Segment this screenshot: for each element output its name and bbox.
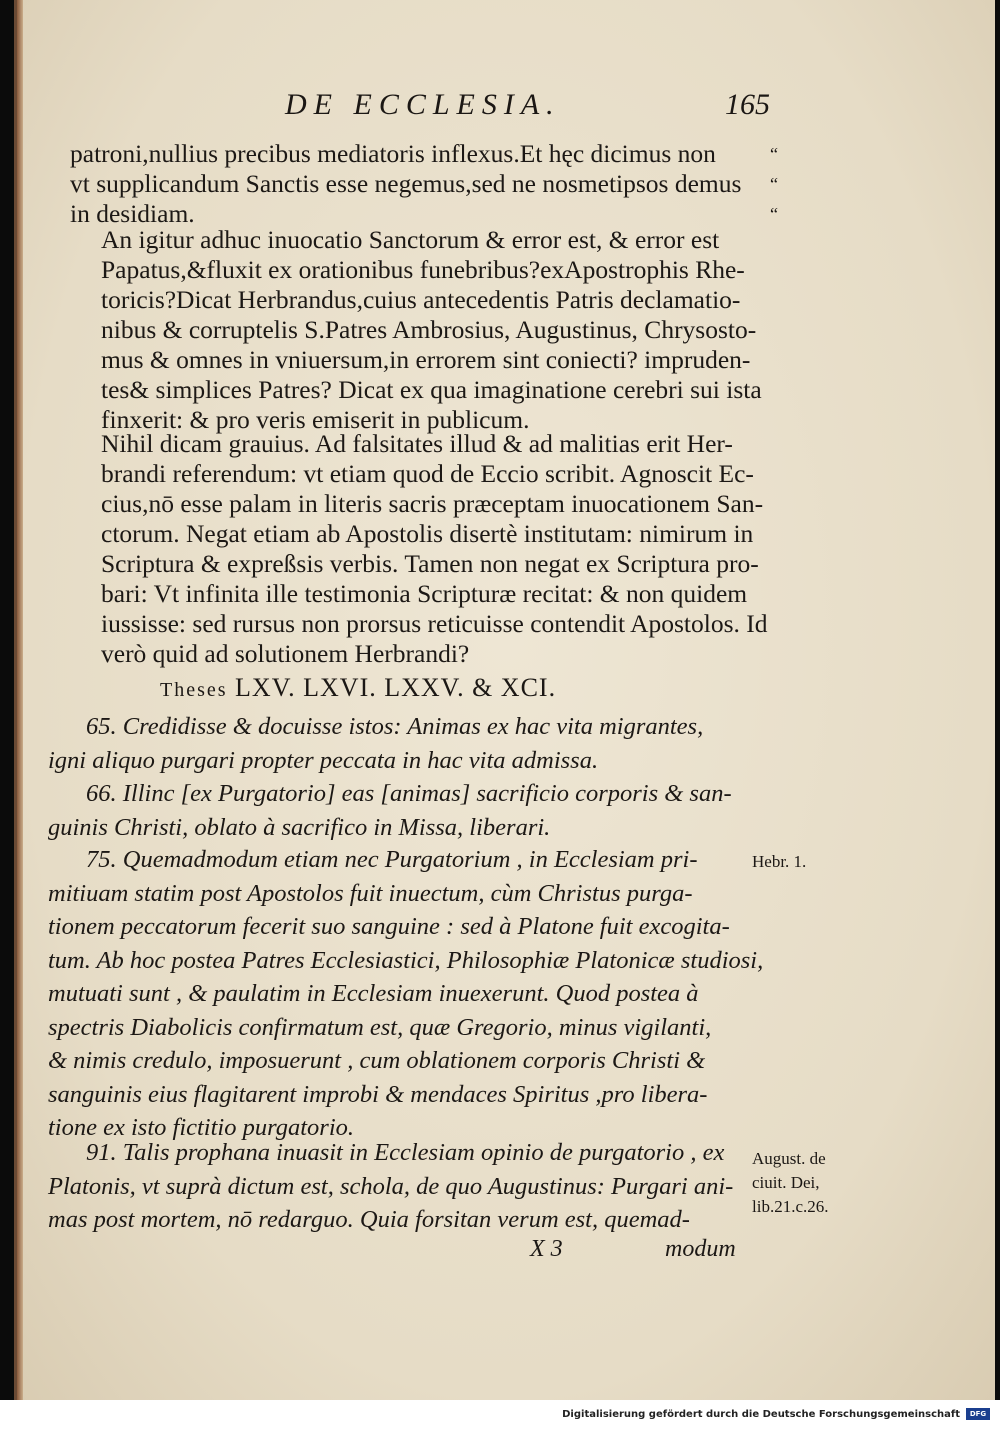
text-line: brandi referendum: vt etiam quod de Eccio scribit. Agnoscit Ec- [101, 459, 754, 488]
dfg-logo-icon: DFG [966, 1408, 990, 1420]
theses-heading-word: Theses [160, 679, 228, 701]
text-line: mus & omnes in vniuersum,in errorem sint coniecti? impruden- [101, 345, 751, 374]
thesis-66 [48, 777, 760, 844]
thesis-line: tum. Ab hoc postea Patres Ecclesiastici, Philosophiæ Platonicæ studiosi, [48, 946, 764, 974]
quote-mark: “ [770, 204, 778, 224]
thesis-line: 65. Credidisse & docuisse istos: Animas ex hac vita migrantes, [86, 713, 704, 740]
thesis-line: Platonis, vt suprà dictum est, schola, de quo Augustinus: Purgari ani- [48, 1172, 734, 1200]
quote-mark: “ [770, 174, 778, 194]
quotation-marks [770, 139, 778, 229]
thesis-75 [48, 843, 764, 1145]
text-line: in desidiam. [70, 199, 195, 228]
theses-heading [160, 673, 556, 703]
thesis-line: spectris Diabolicis confirmatum est, quæ Gregorio, minus vigilanti, [48, 1013, 712, 1041]
text-line: nibus & corruptelis S.Patres Ambrosius, Augustinus, Chrysosto- [101, 315, 757, 344]
paragraph-3 [70, 429, 768, 669]
thesis-line: tionem peccatorum fecerit suo sanguine : sed à Platone fuit excogita- [48, 913, 730, 940]
text-line: verò quid ad solutionem Herbrandi? [101, 639, 470, 668]
marginal-note-hebr: Hebr. 1. [752, 852, 807, 871]
catchword: modum [665, 1236, 736, 1262]
text-line: Papatus,&fluxit ex orationibus funebribus?exApostrophis Rhe- [101, 255, 745, 284]
marginal-note-august [752, 1147, 852, 1219]
marginal-line: ciuit. Dei, [752, 1173, 820, 1192]
running-title: DE ECCLESIA. [285, 88, 561, 121]
page-number: 165 [725, 88, 770, 121]
text-line: Nihil dicam grauius. Ad falsitates illud & ad malitias erit Her- [101, 429, 733, 458]
thesis-line: 91. Talis prophana inuasit in Ecclesiam opinio de purgatorio , ex [86, 1139, 725, 1166]
thesis-line: & nimis credulo, imposuerunt , cum oblationem corporis Christi & [48, 1047, 706, 1074]
text-line: patroni,nullius precibus mediatoris inflexus.Et hęc dicimus non [70, 139, 716, 168]
text-line: An igitur adhuc inuocatio Sanctorum & error est, & error est [101, 225, 720, 254]
text-line: finxerit: & pro veris emiserit in publicum. [101, 405, 530, 434]
quote-mark: “ [770, 144, 778, 164]
text-line: toricis?Dicat Herbrandus,cuius antecedentis Patris declamatio- [101, 285, 741, 314]
digitization-footer [0, 1400, 1000, 1429]
thesis-91 [48, 1136, 760, 1237]
theses-heading-numbers: LXV. LXVI. LXXV. & XCI. [235, 673, 557, 702]
paragraph-1 [70, 139, 765, 229]
signature-mark: X 3 [530, 1236, 563, 1262]
thesis-line: tione ex isto fictitio purgatorio. [48, 1114, 354, 1141]
digitization-note: Digitalisierung gefördert durch die Deutsche Forschungsgemeinschaft [562, 1409, 960, 1420]
thesis-65 [48, 710, 760, 777]
text-line: bari: Vt infinita ille testimonia Scripturæ recitat: & non quidem [101, 579, 748, 608]
thesis-line: 75. Quemadmodum etiam nec Purgatorium , in Ecclesiam pri- [86, 846, 698, 873]
thesis-line: sanguinis eius flagitarent improbi & mendaces Spiritus ,pro libera- [48, 1080, 708, 1108]
text-line: ctorum. Negat etiam ab Apostolis disertè institutam: nimirum in [101, 519, 754, 548]
text-line: cius,nō esse palam in literis sacris præceptam inuocationem San- [101, 489, 764, 518]
text-line: vt supplicandum Sanctis esse negemus,sed ne nosmetipsos demus [70, 169, 742, 198]
paragraph-2 [70, 225, 765, 435]
thesis-line: guinis Christi, oblato à sacrifico in Missa, liberari. [48, 813, 551, 841]
text-line: iussisse: sed rursus non prorsus reticuisse contendit Apostolos. Id [101, 609, 768, 638]
text-line: tes& simplices Patres? Dicat ex qua imaginatione cerebri sui ista [101, 375, 762, 404]
page-binding-edge [17, 0, 23, 1400]
text-line: Scriptura & expreßsis verbis. Tamen non negat ex Scriptura pro- [101, 549, 759, 578]
thesis-line: 66. Illinc [ex Purgatorio] eas [animas] sacrificio corporis & san- [86, 780, 732, 807]
thesis-line: mutuati sunt , & paulatim in Ecclesiam inuexerunt. Quod postea à [48, 980, 699, 1007]
thesis-line: mitiuam statim post Apostolos fuit inuectum, cùm Christus purga- [48, 879, 693, 907]
marginal-line: August. de [752, 1149, 826, 1168]
thesis-line: mas post mortem, nō redarguo. Quia forsitan verum est, quemad- [48, 1206, 690, 1233]
marginal-line: lib.21.c.26. [752, 1197, 829, 1216]
thesis-line: igni aliquo purgari propter peccata in hac vita admissa. [48, 746, 599, 774]
